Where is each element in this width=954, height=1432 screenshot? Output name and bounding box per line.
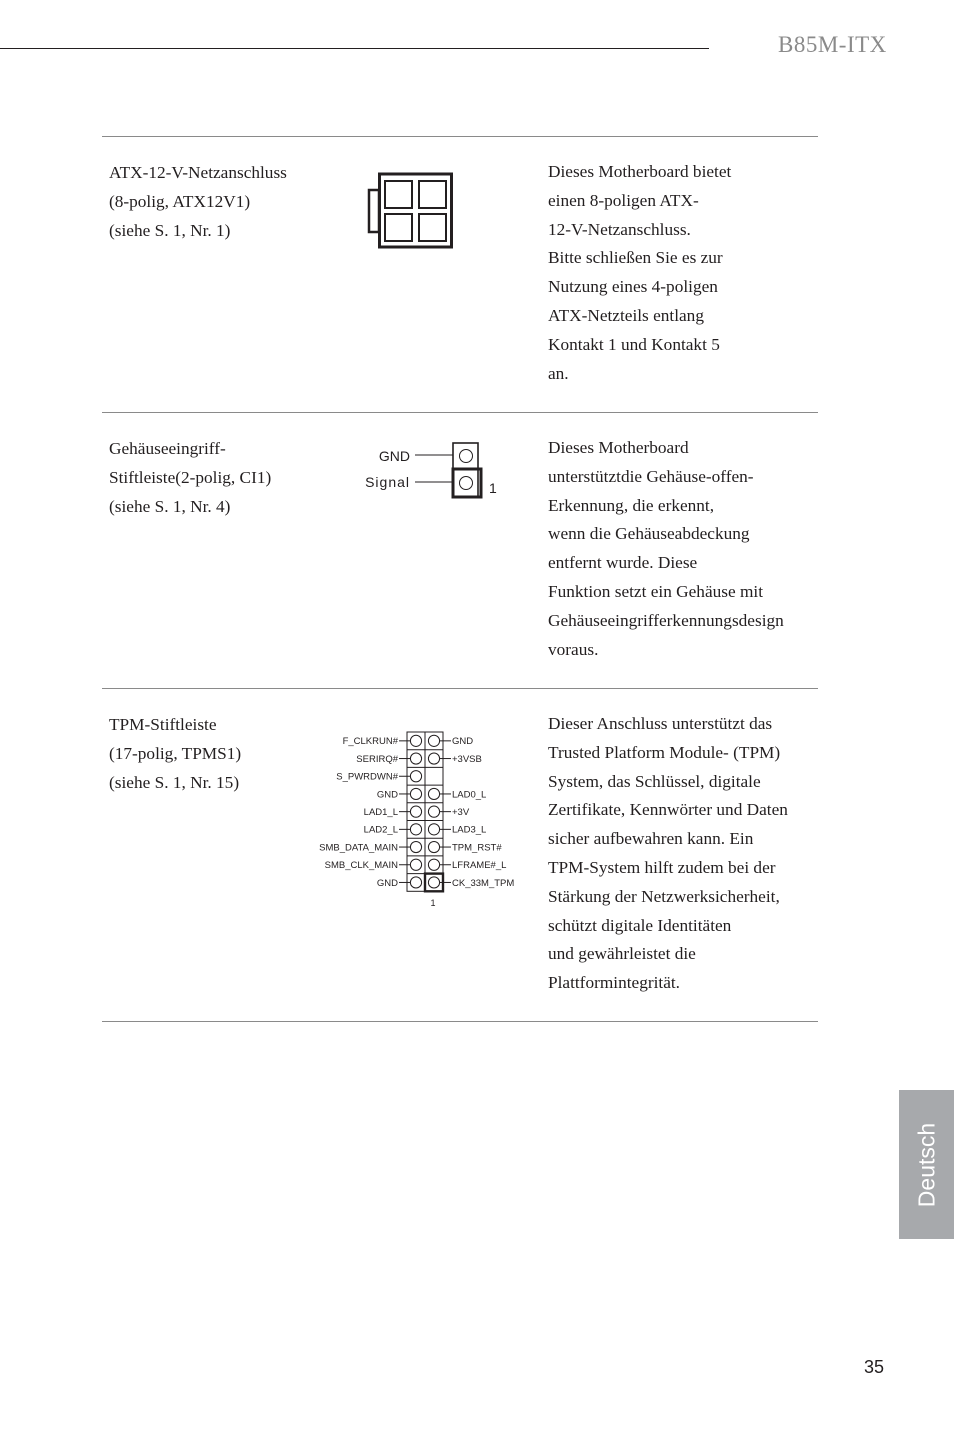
- language-tab-label: Deutsch: [913, 1122, 939, 1207]
- desc-line: wenn die Gehäuseabdeckung: [548, 524, 750, 544]
- desc-line: 12-V-Netzanschluss.: [548, 219, 691, 239]
- tpm-header-diagram: [300, 724, 532, 912]
- pin-circle: [428, 806, 439, 817]
- pin-circle: [410, 806, 421, 817]
- label-line: (siehe S. 1, Nr. 1): [109, 221, 231, 240]
- label-line: ATX-12-V-Netzanschluss: [109, 163, 287, 182]
- desc-line: Dieses Motherboard bietet: [548, 162, 732, 181]
- section-divider: [102, 1021, 818, 1022]
- desc-line: voraus.: [548, 639, 599, 659]
- pin-circle: [428, 753, 439, 764]
- desc-line: Stärkung der Netzwerksicherheit,: [548, 886, 780, 906]
- label-line: Stiftleiste(2-polig, CI1): [109, 468, 272, 487]
- label-line: (siehe S. 1, Nr. 4): [109, 497, 231, 516]
- pin-circle: [428, 788, 439, 799]
- desc-line: TPM-System hilft zudem bei der: [548, 857, 776, 877]
- tpm-header-label: [109, 710, 241, 797]
- desc-line: unterstütztdie Gehäuse-offen-: [548, 466, 754, 486]
- desc-line: Dieses Motherboard: [548, 438, 689, 457]
- pin-one-marker: 1: [489, 480, 497, 496]
- tpm-pin-label-right: GND: [452, 736, 474, 748]
- tpm-pin-label-right: LFRAME#_L: [452, 860, 507, 872]
- desc-line: Funktion setzt ein Gehäuse mit: [548, 581, 764, 601]
- section-divider: [102, 136, 818, 137]
- tpm-pin-label-right: +3VSB: [452, 753, 482, 765]
- label-line: TPM-Stiftleiste: [109, 715, 217, 734]
- pin-circle: [410, 859, 421, 870]
- label-line: (siehe S. 1, Nr. 15): [109, 773, 240, 792]
- label-line: (8-polig, ATX12V1): [109, 192, 251, 211]
- pin-circle: [410, 877, 421, 888]
- pin-circle: [410, 735, 421, 746]
- desc-line: Kontakt 1 und Kontakt 5: [548, 334, 720, 354]
- desc-line: System, das Schlüssel, digitale: [548, 771, 761, 791]
- language-tab: [899, 1090, 954, 1239]
- tpm-pin-label-left: SERIRQ#: [356, 753, 398, 765]
- tpm-pin-label-left: LAD2_L: [363, 824, 398, 836]
- page-number: 35: [864, 1357, 885, 1377]
- desc-line: Gehäuseeingrifferkennungsdesign: [548, 610, 784, 630]
- desc-line: entfernt wurde. Diese: [548, 553, 698, 573]
- tpm-pin-label-left: S_PWRDWN#: [336, 771, 398, 783]
- tpm-pin-label-left: SMB_CLK_MAIN: [324, 860, 398, 872]
- tpm-pin-label-left: GND: [376, 789, 398, 801]
- section-divider: [102, 688, 818, 689]
- desc-line: Bitte schließen Sie es zur: [548, 248, 723, 268]
- label-line: (17-polig, TPMS1): [109, 744, 242, 763]
- pin-label-signal: Signal: [365, 474, 410, 490]
- desc-line: und gewährleistet die: [548, 944, 696, 964]
- pin-circle: [428, 824, 439, 835]
- atx12v-connector-diagram: [364, 170, 456, 252]
- tpm-pin-label-left: GND: [376, 877, 398, 889]
- pin-circle: [410, 788, 421, 799]
- tpm-pin-label-right: TPM_RST#: [452, 842, 502, 854]
- model-title: B85M-ITX: [778, 32, 887, 57]
- section-divider: [102, 412, 818, 413]
- tpm-pin-label-right: CK_33M_TPM: [452, 877, 515, 889]
- pin-circle: [410, 771, 421, 782]
- atx12v-description: [548, 158, 731, 388]
- desc-line: schützt digitale Identitäten: [548, 915, 732, 935]
- pin-one-marker: 1: [430, 898, 436, 908]
- chassis-intrusion-description: [548, 434, 784, 664]
- desc-line: einen 8-poligen ATX-: [548, 190, 699, 210]
- header-rule: [0, 48, 709, 49]
- desc-line: Nutzung eines 4-poligen: [548, 277, 718, 297]
- pin-circle: [428, 859, 439, 870]
- tpm-pin-label-left: F_CLKRUN#: [342, 736, 398, 748]
- pin-circle: [410, 824, 421, 835]
- desc-line: Plattformintegrität.: [548, 973, 680, 993]
- desc-line: an.: [548, 363, 569, 383]
- pin-circle: [428, 877, 439, 888]
- desc-line: ATX-Netzteils entlang: [548, 305, 704, 325]
- tpm-pin-label-right: +3V: [452, 806, 470, 818]
- desc-line: Zertifikate, Kennwörter und Daten: [548, 800, 788, 820]
- pin-circle: [428, 841, 439, 852]
- desc-line: Trusted Platform Module- (TPM): [548, 742, 781, 762]
- pin-label-gnd: GND: [378, 448, 410, 464]
- desc-line: sicher aufbewahren kann. Ein: [548, 829, 754, 849]
- label-line: Gehäuseeingriff-: [109, 439, 226, 458]
- desc-line: Dieser Anschluss unterstützt das: [548, 714, 773, 733]
- desc-line: Erkennung, die erkennt,: [548, 495, 715, 515]
- pin-circle: [410, 841, 421, 852]
- tpm-pin-label-left: LAD1_L: [363, 806, 398, 818]
- pin-circle: [428, 735, 439, 746]
- tpm-pin-label-left: SMB_DATA_MAIN: [319, 842, 398, 854]
- pin-circle: [410, 753, 421, 764]
- chassis-intrusion-header-diagram: [355, 438, 505, 504]
- atx12v-label: [109, 158, 287, 245]
- tpm-pin-label-right: LAD3_L: [452, 824, 487, 836]
- chassis-intrusion-label: [109, 434, 271, 521]
- tpm-description: [548, 710, 788, 998]
- tpm-pin-label-right: LAD0_L: [452, 789, 487, 801]
